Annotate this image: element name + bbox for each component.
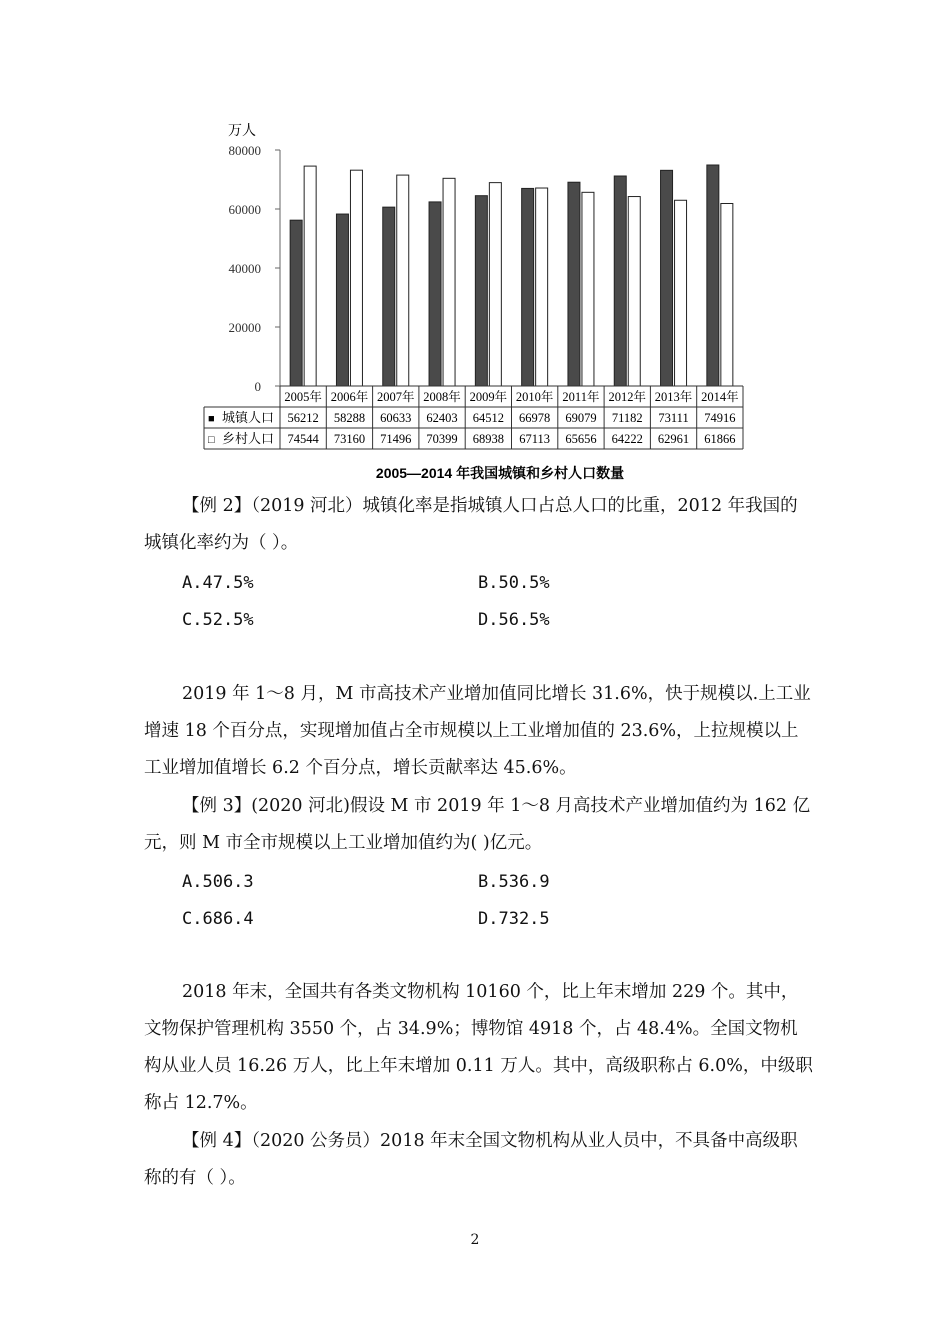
x-category-label: 2014年 xyxy=(701,390,739,404)
example-3-option-b: B.536.9 xyxy=(478,872,550,892)
example-3-option-c: C.686.4 xyxy=(182,909,254,929)
example-2-option-b: B.50.5% xyxy=(478,573,550,593)
example-3-option-a: A.506.3 xyxy=(182,872,254,892)
data-label: 74916 xyxy=(704,411,736,425)
data-table xyxy=(204,386,743,449)
passage-4: 2018 年末，全国共有各类文物机构 10160 个，比上年末增加 229 个。其中，文物保护管理机构 3550 个，占 34.9%；博物馆 4918 个，占 48.4%。全国文物机构从业人员 16.26 万人，比上年末增加 0.11 万人。其中，高级职称占 6.0%，中级职称占 12.7%。 xyxy=(144,982,813,1113)
urban-bar xyxy=(707,165,719,386)
data-label: 61866 xyxy=(704,432,736,446)
data-label: 58288 xyxy=(333,411,366,425)
rural-bar xyxy=(443,178,455,386)
data-label: 70399 xyxy=(426,432,458,446)
y-axis-ticks xyxy=(229,143,281,394)
y-tick-label: 0 xyxy=(254,379,261,394)
chart-title: 2005—2014 年我国城镇和乡村人口数量 xyxy=(375,465,625,481)
passage-3: 2019 年 1～8 月，M 市高技术产业增加值同比增长 31.6%，快于规模以.上工业增速 18 个百分点，实现增加值占全市规模以上工业增加值的 23.6%，上拉规模以上工业增加值增长 6.2 个百分点，增长贡献率达 45.6%。 xyxy=(144,684,811,778)
urban-bar xyxy=(290,220,302,386)
data-label: 66978 xyxy=(519,411,551,425)
rural-bar xyxy=(582,192,594,386)
legend-symbol: □ xyxy=(208,434,215,446)
bars-group xyxy=(290,165,733,386)
data-label: 69079 xyxy=(565,411,597,425)
data-label: 67113 xyxy=(519,432,551,446)
x-category-label: 2008年 xyxy=(423,390,461,404)
legend-symbol: ■ xyxy=(208,413,215,425)
data-label: 65656 xyxy=(565,432,597,446)
y-axis-unit-label: 万人 xyxy=(228,124,256,139)
urban-bar xyxy=(336,214,348,386)
data-label: 60633 xyxy=(380,411,412,425)
x-category-label: 2006年 xyxy=(330,390,369,404)
urban-bar xyxy=(522,188,534,386)
data-label: 64512 xyxy=(472,411,504,425)
data-label: 71182 xyxy=(611,411,643,425)
population-bar-chart xyxy=(200,112,760,488)
x-category-label: 2013年 xyxy=(654,390,693,404)
series-name: 城镇人口 xyxy=(222,410,275,425)
example-4-question: 【例 4】（2020 公务员）2018 年末全国文物机构从业人员中，不具备中高级职称的有（ ）。 xyxy=(144,1131,798,1188)
x-category-label: 2009年 xyxy=(469,390,508,404)
data-label: 74544 xyxy=(287,432,319,446)
data-label: 68938 xyxy=(472,432,504,446)
urban-bar xyxy=(475,196,487,386)
rural-bar xyxy=(675,200,687,386)
rural-bar xyxy=(721,203,733,386)
urban-bar xyxy=(383,207,395,386)
data-label: 56212 xyxy=(287,411,319,425)
rural-bar xyxy=(628,197,640,386)
y-tick-label: 60000 xyxy=(228,202,261,217)
x-category-label: 2005年 xyxy=(284,390,322,404)
x-category-label: 2010年 xyxy=(515,390,554,404)
series-name: 乡村人口 xyxy=(222,431,275,446)
data-label: 73160 xyxy=(333,432,366,446)
y-tick-label: 20000 xyxy=(228,320,261,335)
x-category-label: 2007年 xyxy=(376,390,415,404)
urban-bar xyxy=(568,182,580,386)
example-3-option-d: D.732.5 xyxy=(478,909,550,929)
rural-bar xyxy=(397,175,409,386)
example-2-option-a: A.47.5% xyxy=(182,573,254,593)
data-label: 62961 xyxy=(657,432,690,446)
example-3-question: 【例 3】(2020 河北)假设 M 市 2019 年 1～8 月高技术产业增加值约为 162 亿元，则 M 市全市规模以上工业增加值约为( )亿元。 xyxy=(144,796,811,853)
x-category-label: 2012年 xyxy=(608,390,647,404)
example-2-option-d: D.56.5% xyxy=(478,610,550,630)
example-2-option-c: C.52.5% xyxy=(182,610,254,630)
urban-bar xyxy=(429,202,441,386)
y-tick-label: 40000 xyxy=(228,261,261,276)
rural-bar xyxy=(304,166,316,386)
urban-bar xyxy=(661,170,673,386)
urban-bar xyxy=(614,176,626,386)
rural-bar xyxy=(489,183,501,386)
rural-bar xyxy=(536,188,548,386)
example-2-question: 【例 2】（2019 河北）城镇化率是指城镇人口占总人口的比重，2012 年我国的城镇化率约为（ ）。 xyxy=(144,496,798,553)
rural-bar xyxy=(350,170,362,386)
data-label: 73111 xyxy=(658,411,689,425)
page-number: 2 xyxy=(470,1232,480,1248)
data-label: 71496 xyxy=(380,432,412,446)
data-label: 62403 xyxy=(426,411,458,425)
data-label: 64222 xyxy=(611,432,643,446)
x-category-label: 2011年 xyxy=(562,390,600,404)
y-tick-label: 80000 xyxy=(228,143,261,158)
